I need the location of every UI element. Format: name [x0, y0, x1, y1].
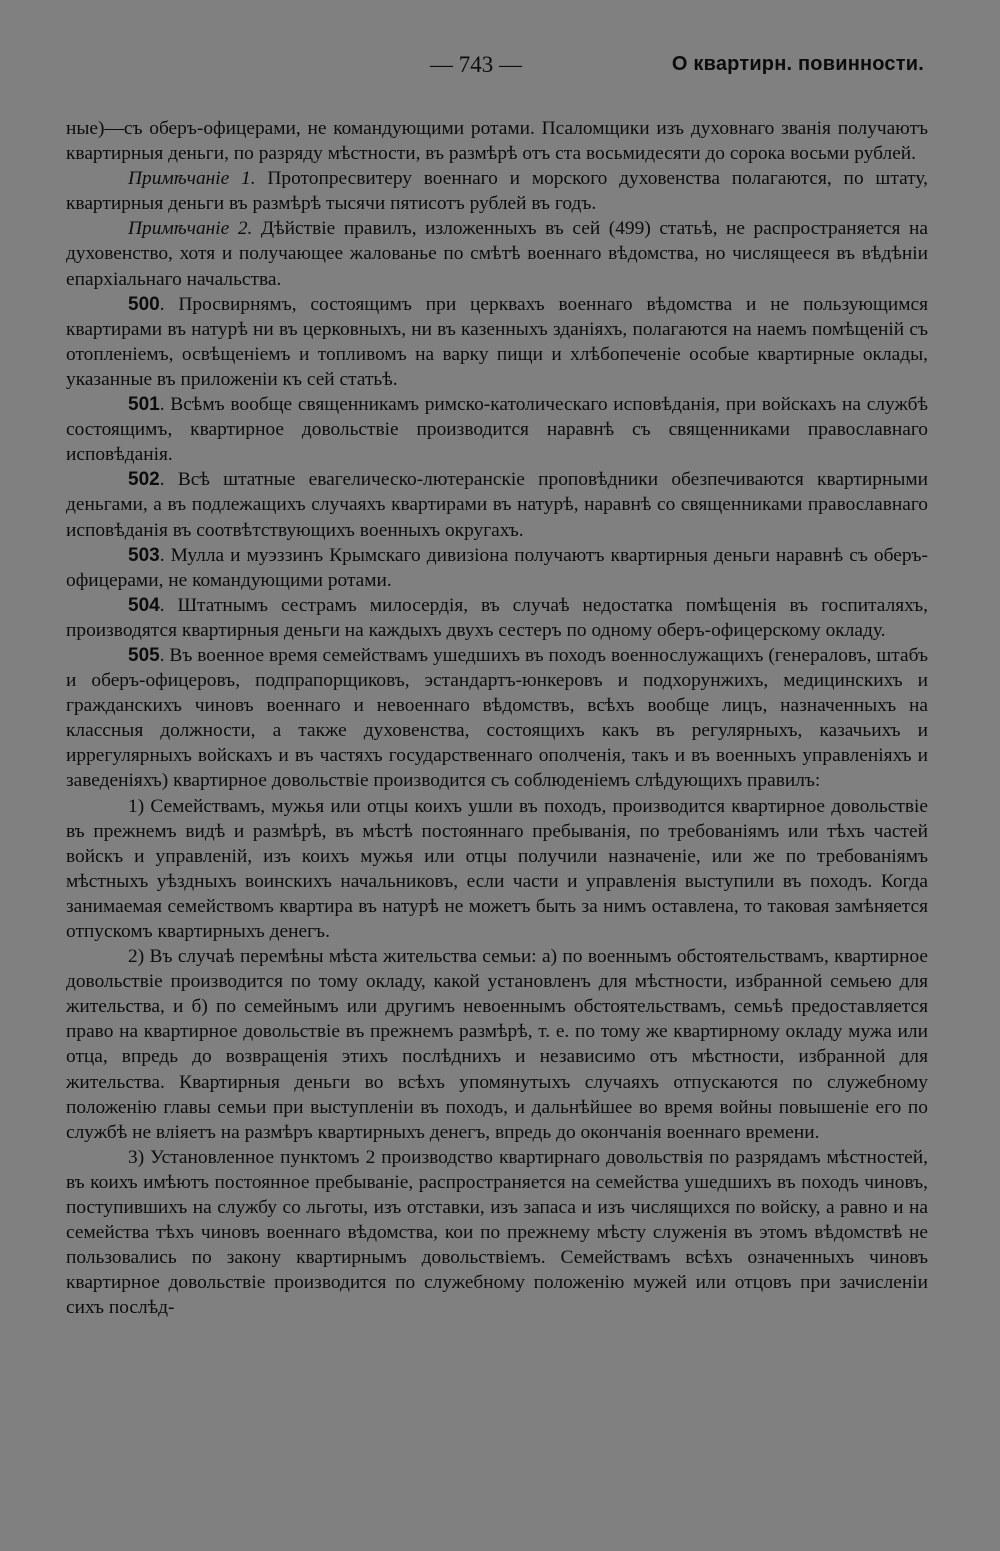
paragraph-text: ные)—съ оберъ-офицерами, не командующими ротами. Псаломщики изъ духовнаго званія получаютъ квартирныя деньги, по разряду мѣстности, въ размѣрѣ отъ ста восьмидесяти до сорока восьми рублей. — [66, 118, 928, 165]
note-text: Протопресвитеру военнаго и морского духовенства полагаются, по штату, квартирныя деньги въ размѣрѣ тысячи пятисотъ рублей въ годъ. — [66, 168, 928, 215]
rule-text: 3) Установленное пунктомъ 2 производство квартирнаго довольствія по разрядамъ мѣстностей, въ коихъ имѣютъ постоянное пребываніе, распространяется на семейства ушедшихъ въ походъ чиновъ, поступившихъ на службу со льготы, изъ отставки, изъ запаса и изъ числящихся по войску, а равно и на семейства тѣхъ чиновъ военнаго вѣдомства, кои по прежнему мѣсту служенія въ этомъ вѣдомствѣ не пользовались по закону квартирнымъ довольствіемъ. Семействамъ всѣхъ означенныхъ чиновъ квартирное довольствіе производится по служебному положенію мужей или отцовъ при зачисленіи сихъ послѣд- — [66, 1146, 928, 1319]
article-number: 505 — [128, 644, 160, 666]
note-1 — [66, 166, 928, 216]
page-header — [0, 52, 1000, 82]
article-505 — [66, 643, 928, 794]
article-text: . Просвирнямъ, состоящимъ при церквахъ военнаго вѣдомства и не пользующимся квартирами въ натурѣ ни въ церковныхъ, ни въ казенныхъ зданіяхъ, полагаются на наемъ помѣщеній съ отопленіемъ, освѣщеніемъ и топливомъ на варку пищи и хлѣбопеченіе особые квартирные оклады, указанные въ приложеніи къ сей статьѣ. — [66, 293, 928, 390]
note-label: Примѣчаніе 1. — [128, 168, 256, 190]
article-number: 504 — [128, 594, 160, 616]
article-number: 502 — [128, 469, 160, 491]
rule-1 — [66, 794, 928, 945]
note-text: Дѣйствіе правилъ, изложенныхъ въ сей (499) статьѣ, не распространяется на духовенство, хотя и получающее жалованье по смѣтѣ военнаго вѣдомства, но числящееся въ вѣдѣніи епархіальнаго начальства. — [66, 218, 928, 290]
page-number: — 743 — — [430, 52, 522, 77]
article-501 — [66, 392, 928, 467]
article-text: . Всѣ штатные евагелическо-лютеранскіе проповѣдники обезпечиваются квартирными деньгами, а въ подлежащихъ случаяхъ квартирами въ натурѣ, наравнѣ со священниками православнаго исповѣданія въ соотвѣтствующихъ военныхъ округахъ. — [66, 469, 928, 541]
rule-text: 1) Семействамъ, мужья или отцы коихъ ушли въ походъ, производится квартирное довольствіе въ прежнемъ видѣ и размѣрѣ, въ мѣстѣ постояннаго пребыванія, по требованіямъ или тѣхъ частей войскъ и управленій, изъ коихъ мужья или отцы получили назначеніе, или же по требованіямъ мѣстныхъ уѣздныхъ воинскихъ начальниковъ, если части и управленія выступили въ походъ. Когда занимаемая семействомъ квартира въ натурѣ не можетъ быть за нимъ оставлена, то таковая замѣняется отпускомъ квартирныхъ денегъ. — [66, 795, 928, 942]
note-2 — [66, 216, 928, 291]
article-number: 500 — [128, 293, 160, 315]
article-number: 501 — [128, 394, 160, 416]
article-text: . Всѣмъ вообще священникамъ римско-католическаго исповѣданія, при войскахъ на службѣ состоящимъ, квартирное довольствіе производится наравнѣ съ священниками православнаго исповѣданія. — [66, 394, 928, 466]
article-500 — [66, 292, 928, 392]
paragraph-continuation — [66, 116, 928, 166]
article-text: . Мулла и муэззинъ Крымскаго дивизіона получаютъ квартирныя деньги наравнѣ съ оберъ-офицерами, не командующими ротами. — [66, 544, 928, 591]
note-label: Примѣчаніе 2. — [128, 218, 253, 240]
running-head: О квартирн. повинности. — [671, 53, 924, 75]
article-text: . Въ военное время семействамъ ушедшихъ въ походъ военнослужащихъ (генераловъ, штабъ и оберъ-офицеровъ, подпрапорщиковъ, эстандартъ-юнкеровъ и подхорунжихъ, медицинскихъ и гражданскихъ чиновъ военнаго и невоеннаго вѣдомствъ, всѣхъ вообще лицъ, назначенныхъ на классныя должности, а также духовенства, состоящихъ какъ въ регулярныхъ, казачьихъ и иррегулярныхъ войскахъ и въ частяхъ государственнаго ополченія, такъ и въ военныхъ управленіяхъ и заведеніяхъ) квартирное довольствіе производится съ соблюденіемъ слѣдующихъ правилъ: — [66, 644, 928, 792]
rule-text: 2) Въ случаѣ перемѣны мѣста жительства семьи: а) по военнымъ обстоятельствамъ, квартирное довольствіе производится по тому окладу, какой установленъ для мѣстности, избранной семьею для жительства, и б) по семейнымъ или другимъ невоеннымъ обстоятельствамъ, семьѣ предоставляется право на квартирное довольствіе въ прежнемъ размѣрѣ, т. е. по тому же квартирному окладу мужа или отца, впредь до возвращенія этихъ послѣднихъ и независимо отъ мѣстности, избранной для жительства. Квартирныя деньги во всѣхъ упомянутыхъ случаяхъ отпускаются по служебному положенію главы семьи при выступленіи въ походъ, и дальнѣйшее во время войны повышеніе его по службѣ не вліяетъ на размѣръ квартирныхъ денегъ, впредь до окончанія военнаго времени. — [66, 946, 928, 1143]
rule-3 — [66, 1145, 928, 1321]
article-502 — [66, 467, 928, 542]
article-number: 503 — [128, 544, 160, 566]
rule-2 — [66, 944, 928, 1145]
body-text — [66, 116, 928, 1321]
article-503 — [66, 543, 928, 593]
article-text: . Штатнымъ сестрамъ милосердія, въ случаѣ недостатка помѣщенія въ госпиталяхъ, производятся квартирныя деньги на каждыхъ двухъ сестеръ по одному оберъ-офицерскому окладу. — [66, 594, 928, 641]
article-504 — [66, 593, 928, 643]
